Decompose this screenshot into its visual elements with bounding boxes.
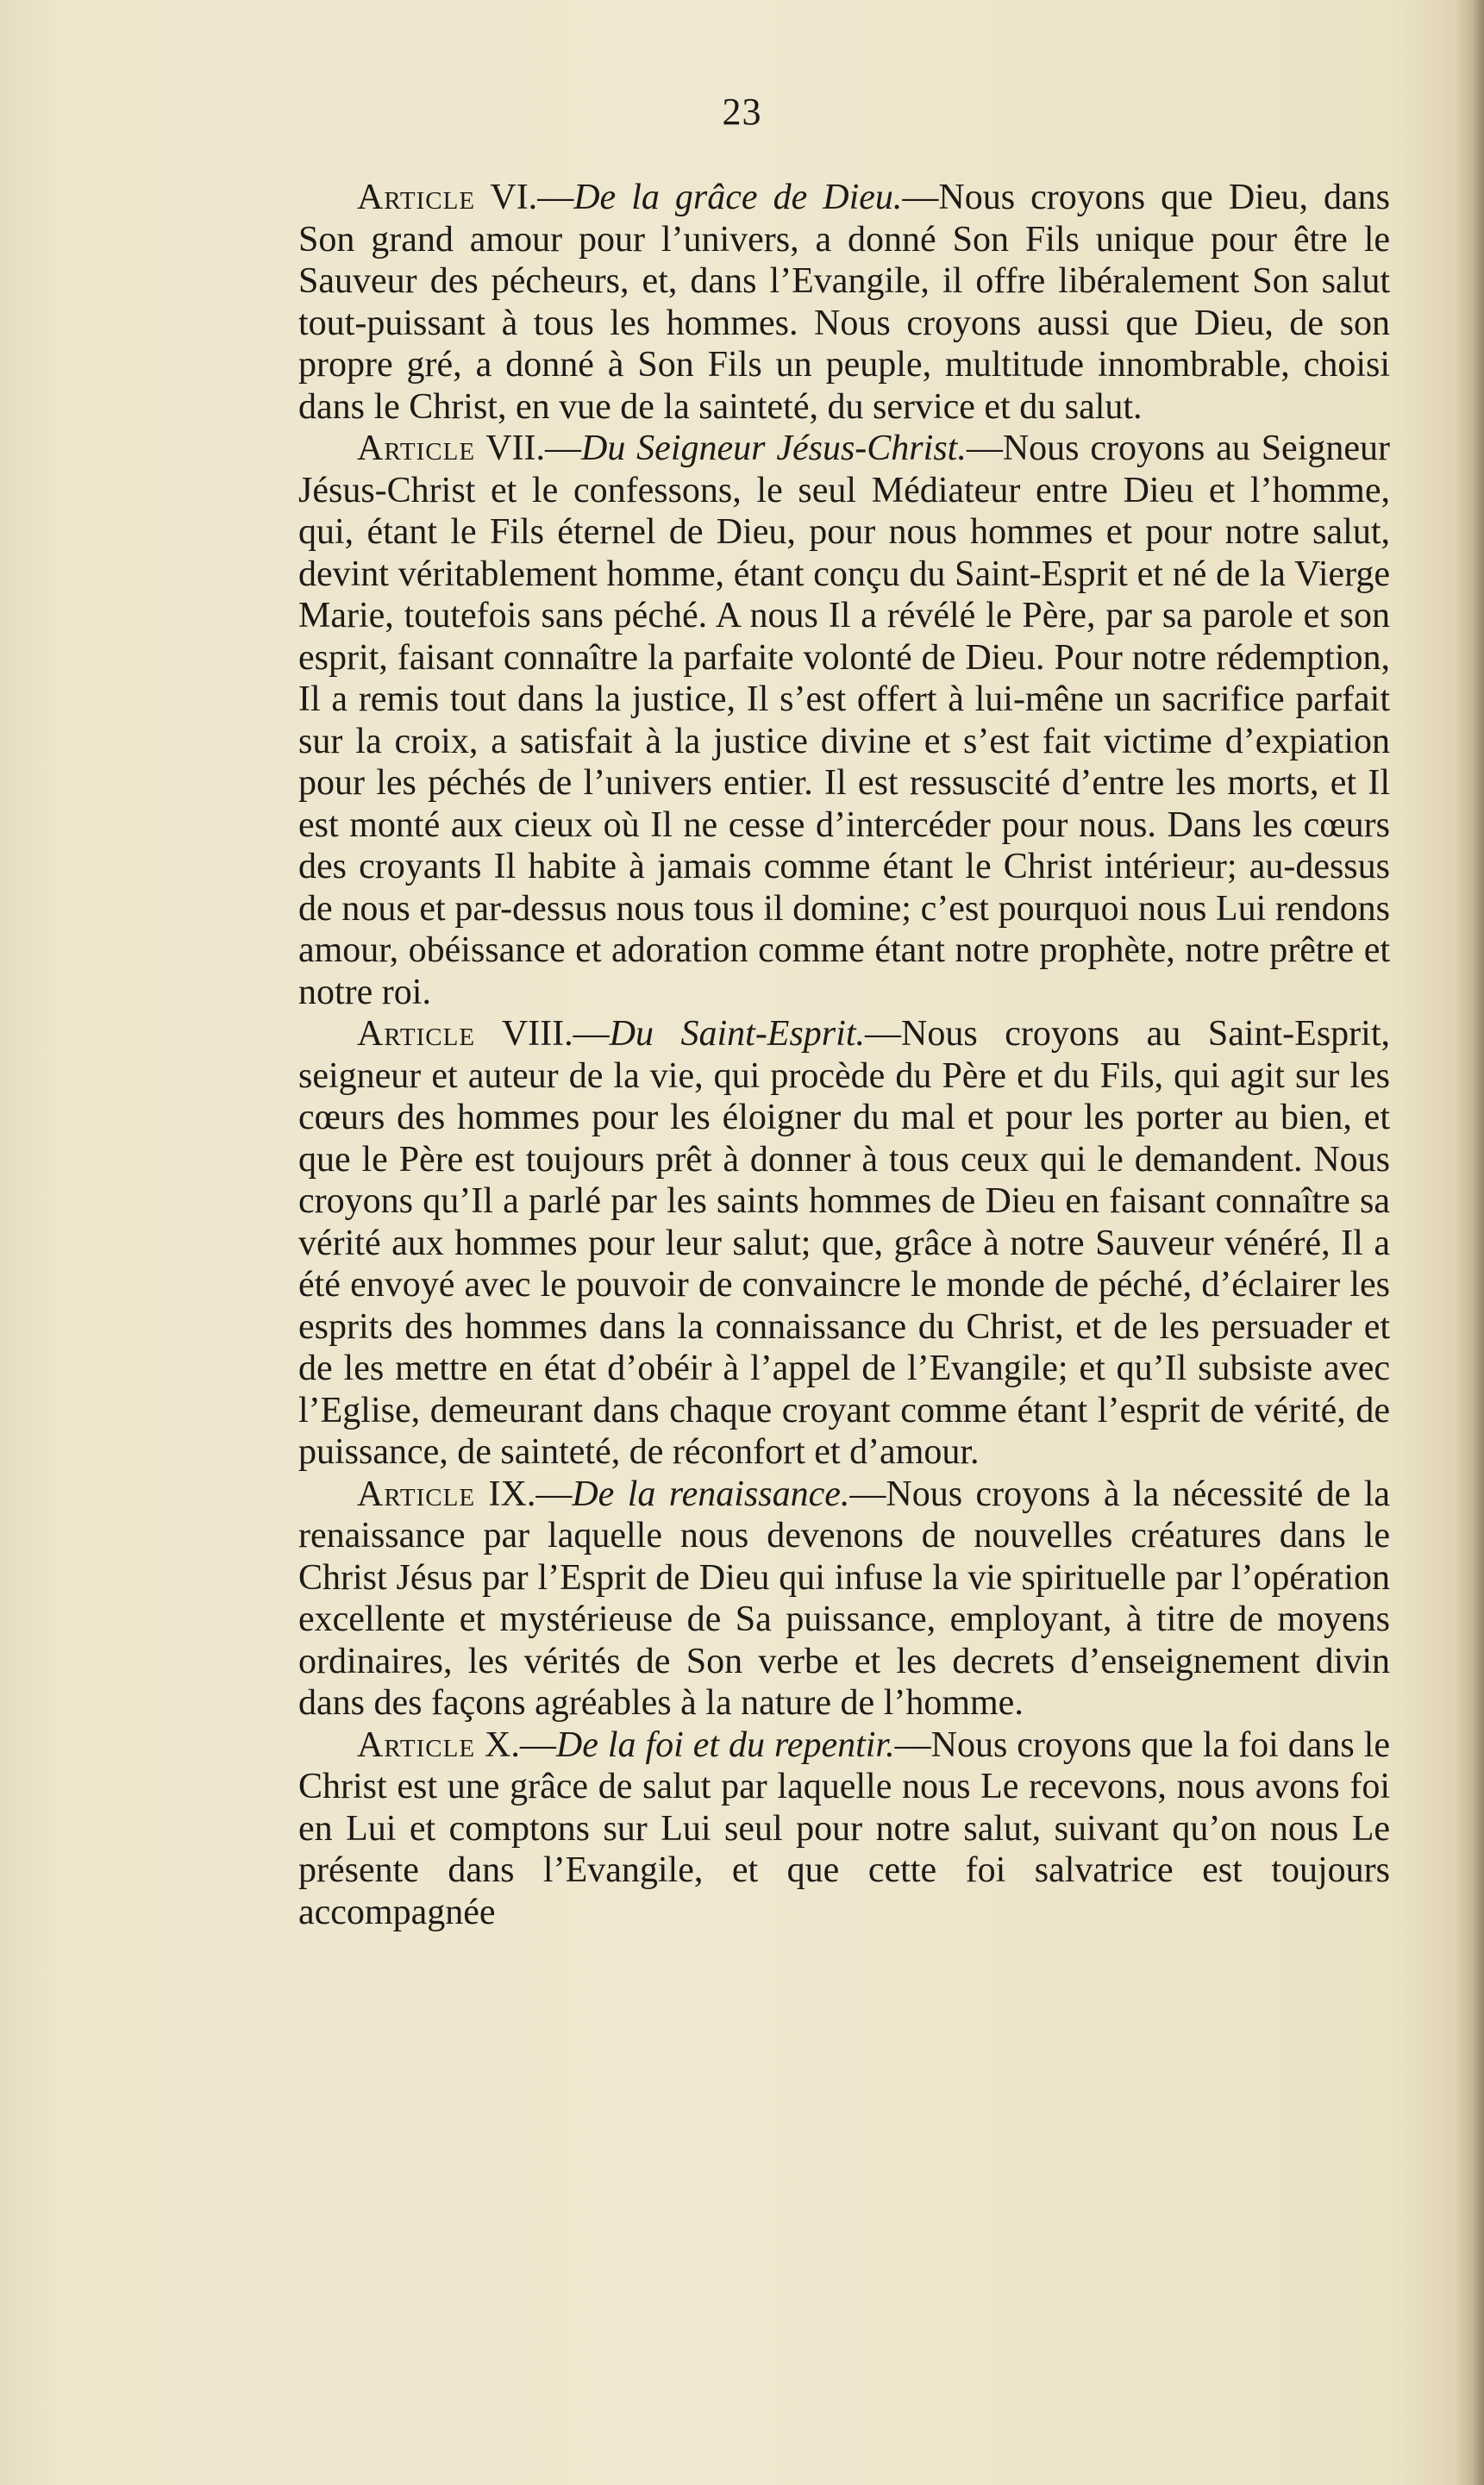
article-body: Nous croyons que la foi dans le Christ est une grâce de salut par laquelle nous Le recevons, nous avons foi en Lui et comptons sur Lui seul pour notre salut, suivant qu’on nous Le présente dans l’Evangile, et que cette foi salvatrice est toujours accompagnée: [298, 1724, 1390, 1932]
article-body: Nous croyons au Seigneur Jésus-Christ et le confessons, le seul Médiateur entre Dieu et l’homme, qui, étant le Fils éternel de Dieu, pour nous hommes et pour notre salut, devint véritablement homme, étant conçu du Saint-Esprit et né de la Vierge Marie, toutefois sans péché. A nous Il a révélé le Père, par sa parole et son esprit, faisant connaître la parfaite volonté de Dieu. Pour notre rédemption, Il a remis tout dans la justice, Il s’est offert à lui-mêne un sacrifice parfait sur la croix, a satisfait à la justice divine et s’est fait victime d’expiation pour les péchés de l’univers entier. Il est ressuscité d’entre les morts, et Il est monté aux cieux où Il ne cesse d’intercéder pour nous. Dans les cœurs des croyants Il habite à jamais comme étant le Christ intérieur; au-dessus de nous et par-dessus nous tous il domine; c’est pourquoi nous Lui rendons amour, obéissance et adoration comme étant notre prophète, notre prêtre et notre roi.: [298, 429, 1390, 1012]
article-7: Article VII.—Du Seigneur Jésus-Christ.—Nous croyons au Seigneur Jésus-Christ et le confessons, le seul Médiateur entre Dieu et l’homme, qui, étant le Fils éternel de Dieu, pour nous hommes et pour notre salut, devint véritablement homme, étant conçu du Saint-Esprit et né de la Vierge Marie, toutefois sans péché. A nous Il a révélé le Père, par sa parole et son esprit, faisant connaître la parfaite volonté de Dieu. Pour notre rédemption, Il a remis tout dans la justice, Il s’est offert à lui-mêne un sacrifice parfait sur la croix, a satisfait à la justice divine et s’est fait victime d’expiation pour les péchés de l’univers entier. Il est ressuscité d’entre les morts, et Il est monté aux cieux où Il ne cesse d’intercéder pour nous. Dans les cœurs des croyants Il habite à jamais comme étant le Christ intérieur; au-dessus de nous et par-dessus nous tous il domine; c’est pourquoi nous Lui rendons amour, obéissance et adoration comme étant notre prophète, notre prêtre et notre roi.: [298, 429, 1390, 1012]
article-body: Nous croyons à la nécessité de la renaissance par laquelle nous devenons de nouvelles créatures dans le Christ Jésus par l’Esprit de Dieu qui infuse la vie spirituelle par l’opération excellente et mystérieuse de Sa puissance, employant, à titre de moyens ordinaires, les vérités de Son verbe et les decrets d’enseignement divin dans des façons agréables à la nature de l’homme.: [298, 1474, 1391, 1723]
article-label: Article: [357, 178, 476, 217]
article-body: Nous croyons que Dieu, dans Son grand amour pour l’univers, a donné Son Fils unique pour être le Sauveur des pécheurs, et, dans l’Evangile, il offre libéralement Son salut tout-puissant à tous les hommes. Nous croyons aussi que Dieu, de son propre gré, a donné à Son Fils un peuple, multitude innombrable, choisi dans le Christ, en vue de la sainteté, du service et du salut.: [298, 178, 1390, 427]
article-title: Du Seigneur Jésus-Christ.: [581, 429, 967, 468]
page-number: 23: [722, 91, 762, 133]
article-label: Article: [357, 1014, 476, 1054]
article-6: Article VI.—De la grâce de Dieu.—Nous croyons que Dieu, dans Son grand amour pour l’univers, a donné Son Fils unique pour être le Sauveur des pécheurs, et, dans l’Evangile, il offre libéralement Son salut tout-puissant à tous les hommes. Nous croyons aussi que Dieu, de son propre gré, a donné à Son Fils un peuple, multitude innombrable, choisi dans le Christ, en vue de la sainteté, du service et du salut.: [298, 178, 1390, 427]
article-label: Article: [357, 429, 476, 468]
article-title: Du Saint-Esprit.: [609, 1014, 865, 1054]
article-numeral: VII.: [485, 429, 545, 468]
article-title: De la foi et du repentir.: [555, 1724, 895, 1765]
article-label: Article: [357, 1724, 476, 1765]
article-10: Article X.—De la foi et du repentir.—Nous croyons que la foi dans le Christ est une grâce de salut par laquelle nous Le recevons, nous avons foi en Lui et comptons sur Lui seul pour notre salut, suivant qu’on nous Le présente dans l’Evangile, et que cette foi salvatrice est toujours accompagnée: [298, 1724, 1390, 1932]
page-edge-shadow: [1455, 0, 1484, 2485]
article-8: Article VIII.—Du Saint-Esprit.—Nous croyons au Saint-Esprit, seigneur et auteur de la vie, qui procède du Père et du Fils, qui agit sur les cœurs des hommes pour les éloigner du mal et pour les porter au bien, et que le Père est toujours prêt à donner à tous ceux qui le demandent. Nous croyons qu’Il a parlé par les saints hommes de Dieu en faisant connaître sa vérité aux hommes pour leur salut; que, grâce à notre Sauveur vénéré, Il a été envoyé avec le pouvoir de convaincre le monde de péché, d’éclairer les esprits des hommes dans la connaissance du Christ, et de les persuader et de les mettre en état d’obéir à l’appel de l’Evangile; et qu’Il subsiste avec l’Eglise, demeurant dans chaque croyant comme étant l’esprit de vérité, de puissance, de sainteté, de réconfort et d’amour.: [298, 1014, 1390, 1472]
article-numeral: VI.: [490, 178, 538, 217]
article-title: De la renaissance.: [572, 1474, 850, 1514]
article-9: Article IX.—De la renaissance.—Nous croyons à la nécessité de la renaissance par laquelle nous devenons de nouvelles créatures dans le Christ Jésus par l’Esprit de Dieu qui infuse la vie spirituelle par l’opération excellente et mystérieuse de Sa puissance, employant, à titre de moyens ordinaires, les vérités de Son verbe et les decrets d’enseignement divin dans des façons agréables à la nature de l’homme.: [298, 1474, 1391, 1723]
article-label: Article: [357, 1474, 476, 1514]
article-body: Nous croyons au Saint-Esprit, seigneur et auteur de la vie, qui procède du Père et du Fils, qui agit sur les cœurs des hommes pour les éloigner du mal et pour les porter au bien, et que le Père est toujours prêt à donner à tous ceux qui le demandent. Nous croyons qu’Il a parlé par les saints hommes de Dieu en faisant connaître sa vérité aux hommes pour leur salut; que, grâce à notre Sauveur vénéré, Il a été envoyé avec le pouvoir de convaincre le monde de péché, d’éclairer les esprits des hommes dans la connaissance du Christ, et de les persuader et de les mettre en état d’obéir à l’appel de l’Evangile; et qu’Il subsiste avec l’Eglise, demeurant dans chaque croyant comme étant l’esprit de vérité, de puissance, de sainteté, de réconfort et d’amour.: [298, 1014, 1390, 1472]
article-title: De la grâce de Dieu.: [573, 178, 903, 217]
article-numeral: VIII.: [501, 1014, 573, 1054]
article-numeral: X.: [485, 1724, 520, 1765]
page-text: [298, 177, 1390, 1933]
article-numeral: IX.: [488, 1474, 536, 1514]
